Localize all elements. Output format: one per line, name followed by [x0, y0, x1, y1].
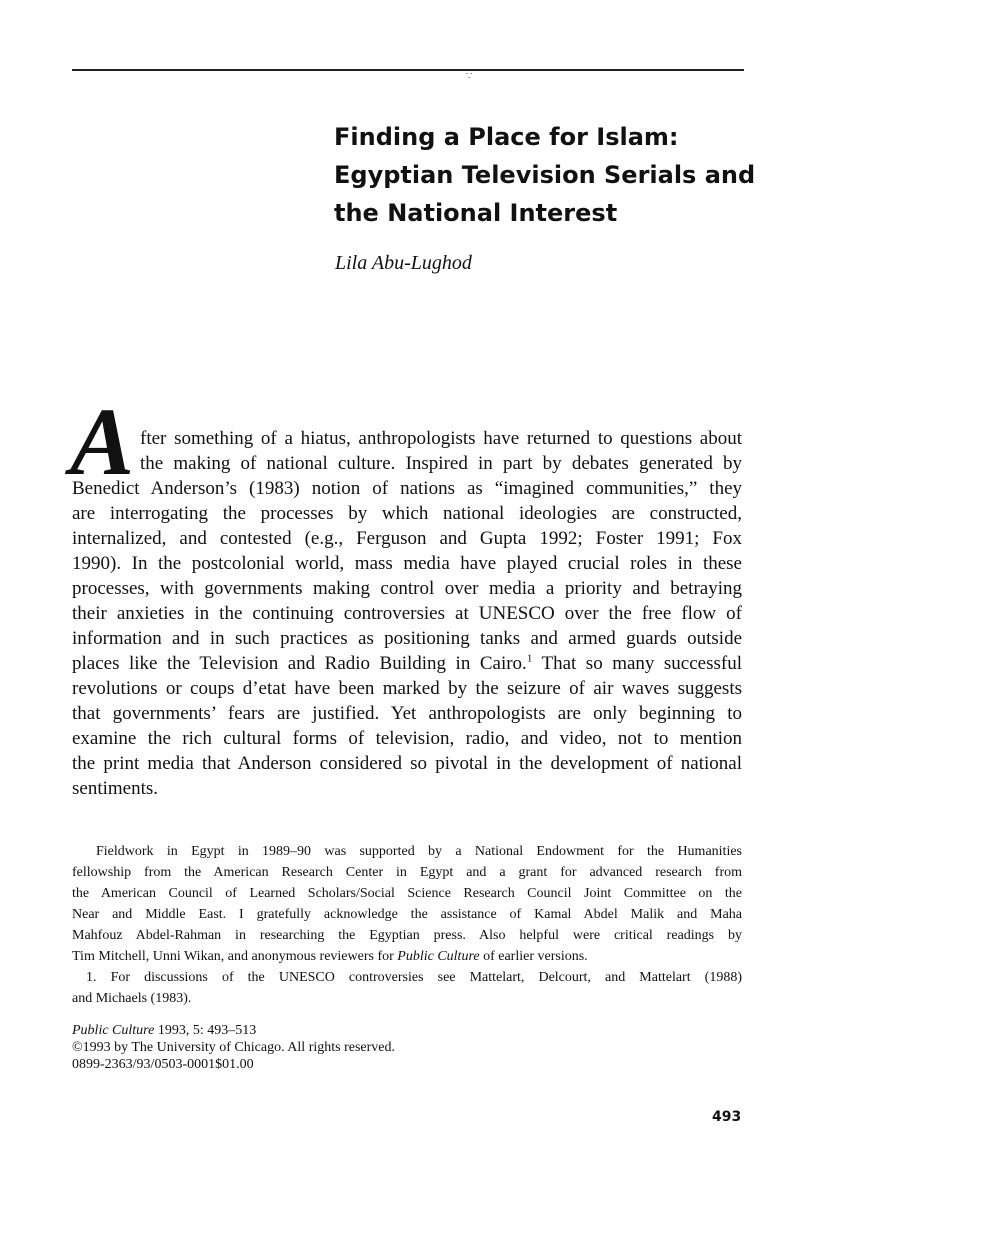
top-rule: [72, 69, 744, 71]
ack-line: fellowship from the American Research Center in Egypt and a grant for advanced research from: [72, 865, 742, 880]
body-line-text: places like the Television and Radio Building in Cairo.: [72, 653, 527, 674]
ack-text: Tim Mitchell, Unni Wikan, and anonymous reviewers for: [72, 949, 398, 964]
body-line: 1990). In the postcolonial world, mass media have played crucial roles in these: [72, 553, 742, 574]
body-line: processes, with governments making control over media a priority and betraying: [72, 578, 742, 599]
body-line: sentiments.: [72, 778, 159, 799]
ack-line: Mahfouz Abdel-Rahman in researching the Egyptian press. Also helpful were critical readings by: [72, 928, 742, 943]
citation-text: 1993, 5: 493–513: [154, 1023, 257, 1038]
drop-cap: A: [70, 388, 133, 495]
body-line: the making of national culture. Inspired in part by debates generated by: [140, 453, 742, 474]
copyright-line: ©1993 by The University of Chicago. All rights reserved.: [72, 1040, 395, 1055]
ornament-mark: ∵: [466, 71, 473, 82]
notes-section: [72, 841, 742, 1009]
body-line: revolutions or coups d’etat have been marked by the seizure of air waves suggests: [72, 678, 742, 699]
citation-line: [72, 1022, 395, 1039]
ack-text: of earlier versions.: [479, 949, 588, 964]
journal-title: Public Culture: [397, 949, 480, 964]
body-line: information and in such practices as positioning tanks and armed guards outside: [72, 628, 742, 649]
body-line-tail: That so many successful: [532, 653, 742, 674]
title-line: Egyptian Television Serials and: [334, 161, 756, 189]
title-line: Finding a Place for Islam:: [334, 123, 679, 151]
body-line: [72, 651, 742, 676]
footnote-ref-1[interactable]: 1: [526, 652, 533, 665]
body-paragraph: [72, 426, 742, 801]
body-line: Benedict Anderson’s (1983) notion of nations as “imagined communities,” they: [72, 478, 742, 499]
body-line: examine the rich cultural forms of television, radio, and video, not to mention: [72, 728, 742, 749]
body-line: fter something of a hiatus, anthropologists have returned to questions about: [140, 428, 742, 449]
footnote-1-cont: and Michaels (1983).: [72, 991, 192, 1006]
ack-line: [72, 946, 742, 967]
article-title: [334, 118, 754, 232]
issn-line: 0899-2363/93/0503-0001$01.00: [72, 1057, 254, 1072]
body-line: internalized, and contested (e.g., Ferguson and Gupta 1992; Foster 1991; Fox: [72, 528, 742, 549]
ack-line: the American Council of Learned Scholars/Social Science Research Council Joint Committee on the: [72, 886, 742, 901]
body-line: the print media that Anderson considered so pivotal in the development of national: [72, 753, 742, 774]
page-number: 493: [712, 1109, 742, 1125]
body-line: that governments’ fears are justified. Yet anthropologists are only beginning to: [72, 703, 742, 724]
author-name: Lila Abu-Lughod: [335, 252, 472, 274]
ack-line: Fieldwork in Egypt in 1989–90 was supported by a National Endowment for the Humanities: [96, 844, 742, 859]
title-line: the National Interest: [334, 199, 618, 227]
ack-line: Near and Middle East. I gratefully acknowledge the assistance of Kamal Abdel Malik and Maha: [72, 907, 742, 922]
footnote-1: 1. For discussions of the UNESCO controversies see Mattelart, Delcourt, and Mattelart (1988): [86, 970, 742, 985]
publication-info: [72, 1022, 395, 1073]
body-line: their anxieties in the continuing controversies at UNESCO over the free flow of: [72, 603, 742, 624]
journal-name: Public Culture: [72, 1023, 155, 1038]
body-line: are interrogating the processes by which national ideologies are constructed,: [72, 503, 742, 524]
